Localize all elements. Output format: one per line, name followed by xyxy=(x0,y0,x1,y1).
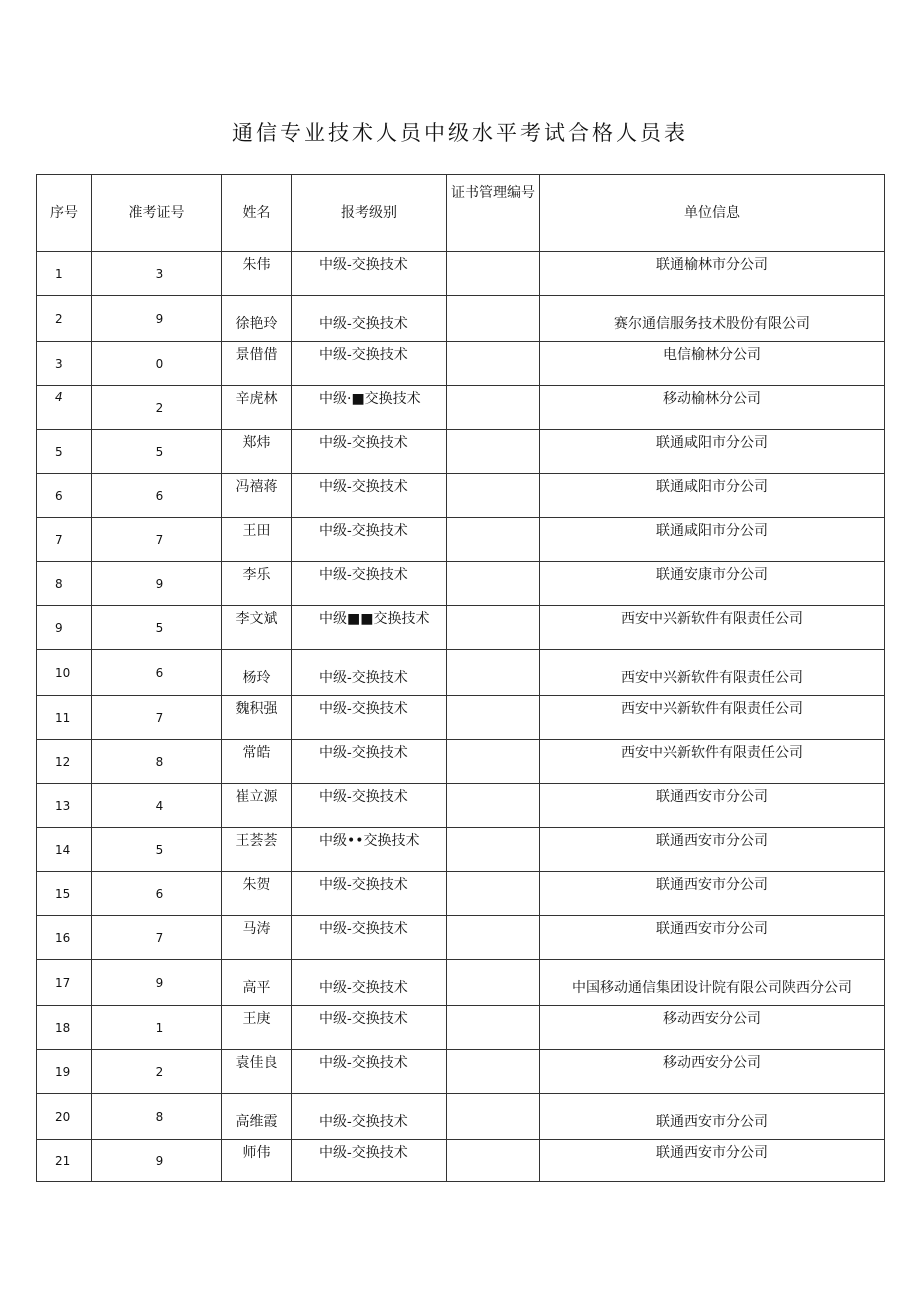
row-unit: 赛尔通信服务技术股份有限公司 xyxy=(540,296,885,342)
row-exam-no: 7 xyxy=(92,518,222,562)
row-exam-no: 2 xyxy=(92,386,222,430)
row-level: 中级-交换技术 xyxy=(292,518,447,562)
row-seq: 8 xyxy=(37,562,92,606)
row-name: 王庚 xyxy=(222,1006,292,1050)
row-cert-no xyxy=(447,518,540,562)
table-row xyxy=(37,740,885,784)
header-cert-no: 证书管理编号 xyxy=(447,175,540,252)
row-unit: 联通西安市分公司 xyxy=(540,916,885,960)
row-seq: 6 xyxy=(37,474,92,518)
table-row xyxy=(37,650,885,696)
row-level: 中级-交换技术 xyxy=(292,696,447,740)
row-unit: 联通西安市分公司 xyxy=(540,872,885,916)
row-name: 袁佳良 xyxy=(222,1050,292,1094)
row-unit: 西安中兴新软件有限责任公司 xyxy=(540,650,885,696)
table-row xyxy=(37,960,885,1006)
row-name: 李乐 xyxy=(222,562,292,606)
row-level: 中级-交换技术 xyxy=(292,430,447,474)
row-unit: 中国移动通信集团设计院有限公司陕西分公司 xyxy=(540,960,885,1006)
row-seq: 21 xyxy=(37,1140,92,1182)
table-row xyxy=(37,1006,885,1050)
row-exam-no: 7 xyxy=(92,916,222,960)
row-name: 魏积强 xyxy=(222,696,292,740)
header-level: 报考级别 xyxy=(292,175,447,252)
row-seq: 10 xyxy=(37,650,92,696)
row-seq: 3 xyxy=(37,342,92,386)
qualified-personnel-table xyxy=(36,174,885,1182)
row-unit: 联通榆林市分公司 xyxy=(540,252,885,296)
row-cert-no xyxy=(447,1094,540,1140)
row-unit: 西安中兴新软件有限责任公司 xyxy=(540,740,885,784)
row-exam-no: 5 xyxy=(92,430,222,474)
row-seq: 13 xyxy=(37,784,92,828)
table-row xyxy=(37,1140,885,1182)
row-name: 王荟荟 xyxy=(222,828,292,872)
row-level: 中级-交换技术 xyxy=(292,474,447,518)
row-cert-no xyxy=(447,606,540,650)
row-seq: 20 xyxy=(37,1094,92,1140)
row-cert-no xyxy=(447,562,540,606)
row-exam-no: 0 xyxy=(92,342,222,386)
row-seq: 18 xyxy=(37,1006,92,1050)
row-seq: 15 xyxy=(37,872,92,916)
table-row xyxy=(37,872,885,916)
row-level: 中级-交换技术 xyxy=(292,1050,447,1094)
row-cert-no xyxy=(447,1006,540,1050)
row-seq: 7 xyxy=(37,518,92,562)
row-unit: 移动西安分公司 xyxy=(540,1006,885,1050)
row-level: 中级-交换技术 xyxy=(292,1140,447,1182)
row-cert-no xyxy=(447,784,540,828)
row-level: 中级-交换技术 xyxy=(292,296,447,342)
row-exam-no: 1 xyxy=(92,1006,222,1050)
row-unit: 联通西安市分公司 xyxy=(540,1140,885,1182)
row-level: 中级-交换技术 xyxy=(292,252,447,296)
row-seq: 14 xyxy=(37,828,92,872)
row-name: 王田 xyxy=(222,518,292,562)
table-row xyxy=(37,1050,885,1094)
row-exam-no: 6 xyxy=(92,650,222,696)
row-unit: 联通咸阳市分公司 xyxy=(540,430,885,474)
row-unit: 联通西安市分公司 xyxy=(540,784,885,828)
row-name: 师伟 xyxy=(222,1140,292,1182)
row-seq: 5 xyxy=(37,430,92,474)
row-level: 中级■■交换技术 xyxy=(292,606,447,650)
row-level: 中级·■交换技术 xyxy=(292,386,447,430)
row-unit: 西安中兴新软件有限责任公司 xyxy=(540,606,885,650)
row-unit: 联通咸阳市分公司 xyxy=(540,518,885,562)
table-header-row xyxy=(37,175,885,252)
table-row xyxy=(37,696,885,740)
table-row xyxy=(37,386,885,430)
header-seq: 序号 xyxy=(37,175,92,252)
row-name: 辛虎林 xyxy=(222,386,292,430)
row-unit: 移动榆林分公司 xyxy=(540,386,885,430)
row-exam-no: 6 xyxy=(92,474,222,518)
table-row xyxy=(37,430,885,474)
row-level: 中级-交换技术 xyxy=(292,740,447,784)
row-exam-no: 6 xyxy=(92,872,222,916)
row-level: 中级-交换技术 xyxy=(292,1006,447,1050)
row-cert-no xyxy=(447,430,540,474)
row-exam-no: 4 xyxy=(92,784,222,828)
row-cert-no xyxy=(447,872,540,916)
table-body xyxy=(37,252,885,1182)
row-name: 高维霞 xyxy=(222,1094,292,1140)
row-cert-no xyxy=(447,696,540,740)
row-name: 徐艳玲 xyxy=(222,296,292,342)
row-level: 中级-交换技术 xyxy=(292,916,447,960)
row-name: 高平 xyxy=(222,960,292,1006)
row-name: 杨玲 xyxy=(222,650,292,696)
row-unit: 联通安康市分公司 xyxy=(540,562,885,606)
row-name: 朱伟 xyxy=(222,252,292,296)
row-level: 中级••交换技术 xyxy=(292,828,447,872)
row-exam-no: 8 xyxy=(92,740,222,784)
row-unit: 联通西安市分公司 xyxy=(540,1094,885,1140)
header-name: 姓名 xyxy=(222,175,292,252)
row-exam-no: 9 xyxy=(92,296,222,342)
table-row xyxy=(37,252,885,296)
table-row xyxy=(37,1094,885,1140)
row-cert-no xyxy=(447,916,540,960)
row-unit: 移动西安分公司 xyxy=(540,1050,885,1094)
row-cert-no xyxy=(447,386,540,430)
row-name: 常皓 xyxy=(222,740,292,784)
row-cert-no xyxy=(447,960,540,1006)
row-seq: 9 xyxy=(37,606,92,650)
header-exam-no: 准考证号 xyxy=(92,175,222,252)
row-cert-no xyxy=(447,252,540,296)
row-cert-no xyxy=(447,296,540,342)
row-cert-no xyxy=(447,1140,540,1182)
row-name: 景借借 xyxy=(222,342,292,386)
row-exam-no: 2 xyxy=(92,1050,222,1094)
row-level: 中级-交换技术 xyxy=(292,1094,447,1140)
table-row xyxy=(37,518,885,562)
row-level: 中级-交换技术 xyxy=(292,872,447,916)
table-row xyxy=(37,784,885,828)
table-row xyxy=(37,296,885,342)
row-unit: 联通西安市分公司 xyxy=(540,828,885,872)
row-cert-no xyxy=(447,342,540,386)
row-cert-no xyxy=(447,1050,540,1094)
row-level: 中级-交换技术 xyxy=(292,784,447,828)
row-seq: 16 xyxy=(37,916,92,960)
row-unit: 联通咸阳市分公司 xyxy=(540,474,885,518)
header-unit: 单位信息 xyxy=(540,175,885,252)
row-cert-no xyxy=(447,828,540,872)
row-cert-no xyxy=(447,740,540,784)
row-exam-no: 3 xyxy=(92,252,222,296)
row-unit: 西安中兴新软件有限责任公司 xyxy=(540,696,885,740)
row-name: 崔立源 xyxy=(222,784,292,828)
row-seq: 4 xyxy=(37,386,92,430)
row-name: 马涛 xyxy=(222,916,292,960)
row-seq: 17 xyxy=(37,960,92,1006)
table-row xyxy=(37,828,885,872)
row-name: 郑炜 xyxy=(222,430,292,474)
row-level: 中级-交换技术 xyxy=(292,562,447,606)
row-exam-no: 5 xyxy=(92,606,222,650)
row-seq: 19 xyxy=(37,1050,92,1094)
table-row xyxy=(37,606,885,650)
row-exam-no: 7 xyxy=(92,696,222,740)
table-row xyxy=(37,342,885,386)
row-level: 中级-交换技术 xyxy=(292,650,447,696)
row-seq: 12 xyxy=(37,740,92,784)
row-exam-no: 5 xyxy=(92,828,222,872)
row-exam-no: 9 xyxy=(92,1140,222,1182)
table-row xyxy=(37,474,885,518)
row-level: 中级-交换技术 xyxy=(292,342,447,386)
row-seq: 2 xyxy=(37,296,92,342)
row-name: 冯禧蒋 xyxy=(222,474,292,518)
table-row xyxy=(37,562,885,606)
row-seq: 1 xyxy=(37,252,92,296)
row-exam-no: 9 xyxy=(92,562,222,606)
row-exam-no: 9 xyxy=(92,960,222,1006)
row-seq: 11 xyxy=(37,696,92,740)
document-title: 通信专业技术人员中级水平考试合格人员表 xyxy=(232,121,688,145)
row-level: 中级-交换技术 xyxy=(292,960,447,1006)
row-cert-no xyxy=(447,474,540,518)
row-exam-no: 8 xyxy=(92,1094,222,1140)
row-name: 李文斌 xyxy=(222,606,292,650)
table-row xyxy=(37,916,885,960)
row-cert-no xyxy=(447,650,540,696)
row-unit: 电信榆林分公司 xyxy=(540,342,885,386)
row-name: 朱贺 xyxy=(222,872,292,916)
